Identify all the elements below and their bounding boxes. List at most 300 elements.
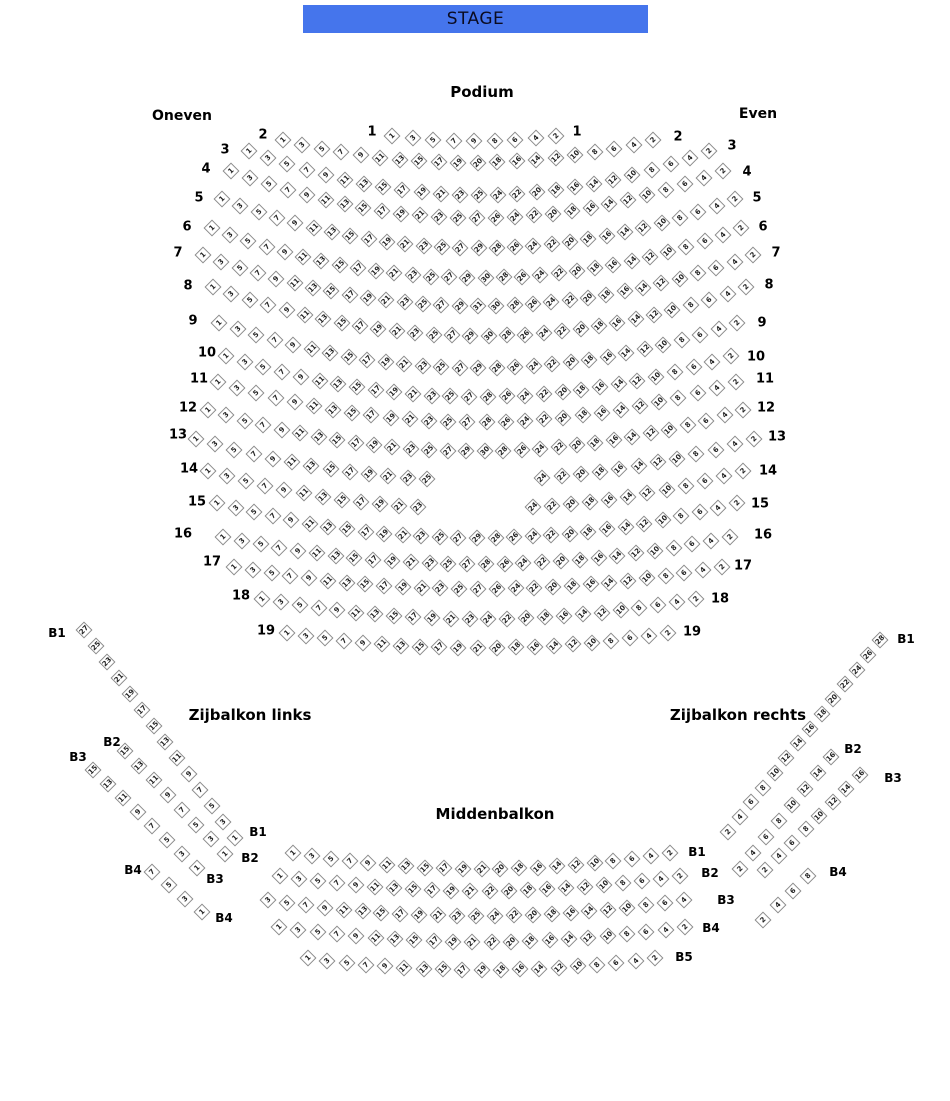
seat[interactable]: 8 <box>666 364 683 381</box>
seat[interactable]: 12 <box>605 172 622 189</box>
seat[interactable]: 7 <box>279 182 296 199</box>
seat[interactable]: 30 <box>488 297 505 314</box>
seat[interactable]: 11 <box>114 790 131 807</box>
seat[interactable]: 18 <box>580 231 597 248</box>
seat[interactable]: 24 <box>517 387 534 404</box>
seat[interactable]: 19 <box>371 496 388 513</box>
seat[interactable]: 20 <box>563 496 580 513</box>
seat[interactable]: 1 <box>272 868 289 885</box>
seat[interactable]: 12 <box>576 878 593 895</box>
seat[interactable]: 11 <box>168 750 185 767</box>
seat[interactable]: 23 <box>396 294 413 311</box>
seat[interactable]: 13 <box>157 734 174 751</box>
seat[interactable]: 18 <box>590 318 607 335</box>
seat[interactable]: 3 <box>229 379 246 396</box>
seat[interactable]: 11 <box>348 604 365 621</box>
seat[interactable]: 6 <box>785 882 802 899</box>
seat[interactable]: 8 <box>690 265 707 282</box>
seat[interactable]: 15 <box>346 549 363 566</box>
seat[interactable]: 17 <box>359 351 376 368</box>
seat[interactable]: 5 <box>203 798 220 815</box>
seat[interactable]: 16 <box>538 881 555 898</box>
seat[interactable]: 8 <box>643 162 660 179</box>
seat[interactable]: 24 <box>543 294 560 311</box>
seat[interactable]: 15 <box>117 743 134 760</box>
seat[interactable]: 25 <box>433 359 450 376</box>
seat[interactable]: 4 <box>652 870 669 887</box>
seat[interactable]: 3 <box>218 407 235 424</box>
seat[interactable]: 28 <box>477 555 494 572</box>
seat[interactable]: 20 <box>568 262 585 279</box>
seat[interactable]: 22 <box>505 907 522 924</box>
seat[interactable]: 26 <box>860 646 877 663</box>
seat[interactable]: 2 <box>677 919 694 936</box>
seat[interactable]: 14 <box>574 606 591 623</box>
seat[interactable]: 2 <box>645 132 662 149</box>
seat[interactable]: 9 <box>466 133 483 150</box>
seat[interactable]: 25 <box>431 529 448 546</box>
seat[interactable]: 10 <box>567 147 584 164</box>
seat[interactable]: 13 <box>315 311 332 328</box>
seat[interactable]: 22 <box>481 882 498 899</box>
seat[interactable]: 1 <box>271 919 288 936</box>
seat[interactable]: 10 <box>569 958 586 975</box>
seat[interactable]: 3 <box>223 285 240 302</box>
seat[interactable]: 6 <box>684 536 701 553</box>
seat[interactable]: 8 <box>657 567 674 584</box>
seat[interactable]: 10 <box>586 855 603 872</box>
seat[interactable]: 1 <box>215 529 232 546</box>
seat[interactable]: 15 <box>412 638 429 655</box>
seat[interactable]: 17 <box>341 286 358 303</box>
seat[interactable]: 13 <box>310 428 327 445</box>
seat[interactable]: 7 <box>333 144 350 161</box>
seat[interactable]: 4 <box>726 436 743 453</box>
seat[interactable]: 6 <box>624 850 641 867</box>
seat[interactable]: 12 <box>639 485 656 502</box>
seat[interactable]: 29 <box>458 442 475 459</box>
seat[interactable]: 23 <box>461 610 478 627</box>
seat[interactable]: 7 <box>266 332 283 349</box>
seat[interactable]: 3 <box>260 892 277 909</box>
seat[interactable]: 8 <box>679 417 696 434</box>
seat[interactable]: 16 <box>562 904 579 921</box>
seat[interactable]: 22 <box>836 676 853 693</box>
seat[interactable]: 25 <box>418 470 435 487</box>
seat[interactable]: 16 <box>541 932 558 949</box>
seat[interactable]: 9 <box>180 766 197 783</box>
seat[interactable]: 15 <box>322 461 339 478</box>
seat[interactable]: 20 <box>562 354 579 371</box>
seat[interactable]: 9 <box>292 368 309 385</box>
seat[interactable]: 22 <box>536 411 553 428</box>
seat[interactable]: 2 <box>729 315 746 332</box>
seat[interactable]: 27 <box>451 359 468 376</box>
seat[interactable]: 13 <box>330 376 347 393</box>
seat[interactable]: 8 <box>638 897 655 914</box>
seat[interactable]: 10 <box>811 807 828 824</box>
seat[interactable]: 21 <box>402 554 419 571</box>
seat[interactable]: 10 <box>651 394 668 411</box>
seat[interactable]: 9 <box>348 877 365 894</box>
seat[interactable]: 7 <box>357 956 374 973</box>
seat[interactable]: 2 <box>701 143 718 160</box>
seat[interactable]: 18 <box>582 494 599 511</box>
seat[interactable]: 18 <box>587 434 604 451</box>
seat[interactable]: 14 <box>548 858 565 875</box>
seat[interactable]: 1 <box>226 559 243 576</box>
seat[interactable]: 16 <box>593 404 610 421</box>
seat[interactable]: 11 <box>367 929 384 946</box>
seat[interactable]: 18 <box>813 705 830 722</box>
seat[interactable]: 12 <box>629 372 646 389</box>
seat[interactable]: 11 <box>336 172 353 189</box>
seat[interactable]: 24 <box>525 357 542 374</box>
seat[interactable]: 1 <box>218 348 235 365</box>
seat[interactable]: 13 <box>325 401 342 418</box>
seat[interactable]: 7 <box>174 801 191 818</box>
seat[interactable]: 1 <box>275 132 292 149</box>
seat[interactable]: 27 <box>439 442 456 459</box>
seat[interactable]: 12 <box>649 454 666 471</box>
seat[interactable]: 19 <box>361 466 378 483</box>
seat[interactable]: 13 <box>320 518 337 535</box>
seat[interactable]: 24 <box>532 440 549 457</box>
seat[interactable]: 12 <box>550 959 567 976</box>
seat[interactable]: 17 <box>363 407 380 424</box>
seat[interactable]: 10 <box>671 270 688 287</box>
seat[interactable]: 22 <box>550 265 567 282</box>
seat[interactable]: 12 <box>564 636 581 653</box>
seat[interactable]: 9 <box>287 215 304 232</box>
seat[interactable]: 13 <box>323 224 340 241</box>
seat[interactable]: 23 <box>402 440 419 457</box>
seat[interactable]: 24 <box>848 661 865 678</box>
seat[interactable]: 7 <box>445 132 462 149</box>
seat[interactable]: 3 <box>222 226 239 243</box>
seat[interactable]: 9 <box>301 570 318 587</box>
seat[interactable]: 8 <box>586 144 603 161</box>
seat[interactable]: 18 <box>571 551 588 568</box>
seat[interactable]: 15 <box>416 859 433 876</box>
seat[interactable]: 17 <box>360 231 377 248</box>
seat[interactable]: 18 <box>511 860 528 877</box>
seat[interactable]: 4 <box>640 627 657 644</box>
seat[interactable]: 14 <box>623 252 640 269</box>
seat[interactable]: 23 <box>423 387 440 404</box>
seat[interactable]: 5 <box>160 877 177 894</box>
seat[interactable]: 19 <box>370 320 387 337</box>
seat[interactable]: 3 <box>291 870 308 887</box>
seat[interactable]: 3 <box>241 169 258 186</box>
seat[interactable]: 7 <box>268 209 285 226</box>
seat[interactable]: 18 <box>592 463 609 480</box>
seat[interactable]: 25 <box>421 441 438 458</box>
seat[interactable]: 6 <box>606 140 623 157</box>
seat[interactable]: 27 <box>76 622 93 639</box>
seat[interactable]: 11 <box>372 149 389 166</box>
seat[interactable]: 5 <box>231 259 248 276</box>
seat[interactable]: 1 <box>223 163 240 180</box>
seat[interactable]: 8 <box>589 956 606 973</box>
seat[interactable]: 13 <box>303 457 320 474</box>
seat[interactable]: 6 <box>650 597 667 614</box>
seat[interactable]: 22 <box>561 292 578 309</box>
seat[interactable]: 2 <box>720 824 737 841</box>
seat[interactable]: 3 <box>227 499 244 516</box>
seat[interactable]: 15 <box>386 607 403 624</box>
seat[interactable]: 20 <box>492 860 509 877</box>
seat[interactable]: 21 <box>380 468 397 485</box>
seat[interactable]: 8 <box>605 853 622 870</box>
seat[interactable]: 3 <box>404 130 421 147</box>
seat[interactable]: 4 <box>657 921 674 938</box>
seat[interactable]: 21 <box>464 933 481 950</box>
seat[interactable]: 27 <box>443 327 460 344</box>
seat[interactable]: 30 <box>476 442 493 459</box>
seat[interactable]: 3 <box>207 436 224 453</box>
seat[interactable]: 9 <box>286 394 303 411</box>
seat[interactable]: 21 <box>401 411 418 428</box>
seat[interactable]: 26 <box>507 359 524 376</box>
seat[interactable]: 7 <box>255 417 272 434</box>
seat[interactable]: 20 <box>572 320 589 337</box>
seat[interactable]: 16 <box>526 638 543 655</box>
seat[interactable]: 20 <box>528 184 545 201</box>
seat[interactable]: 17 <box>357 523 374 540</box>
seat[interactable]: 12 <box>635 219 652 236</box>
seat[interactable]: 10 <box>669 450 686 467</box>
seat[interactable]: 5 <box>338 954 355 971</box>
seat[interactable]: 6 <box>696 473 713 490</box>
seat[interactable]: 9 <box>352 147 369 164</box>
seat[interactable]: 2 <box>672 868 689 885</box>
seat[interactable]: 5 <box>278 894 295 911</box>
seat[interactable]: 2 <box>745 247 762 264</box>
seat[interactable]: 9 <box>317 167 334 184</box>
seat[interactable]: 18 <box>598 286 615 303</box>
seat[interactable]: 4 <box>625 136 642 153</box>
seat[interactable]: 30 <box>480 327 497 344</box>
seat[interactable]: 23 <box>410 499 427 516</box>
seat[interactable]: 3 <box>260 150 277 167</box>
seat[interactable]: 6 <box>707 441 724 458</box>
seat[interactable]: 13 <box>305 279 322 296</box>
seat[interactable]: 15 <box>411 153 428 170</box>
seat[interactable]: 15 <box>348 379 365 396</box>
seat[interactable]: 6 <box>784 834 801 851</box>
seat[interactable]: 3 <box>232 197 249 214</box>
seat[interactable]: 29 <box>469 530 486 547</box>
seat[interactable]: 21 <box>462 882 479 899</box>
seat[interactable]: 5 <box>240 232 257 249</box>
seat[interactable]: 12 <box>646 306 663 323</box>
seat[interactable]: 4 <box>731 809 748 826</box>
seat[interactable]: 6 <box>698 412 715 429</box>
seat[interactable]: 24 <box>480 610 497 627</box>
seat[interactable]: 22 <box>543 497 560 514</box>
seat[interactable]: 20 <box>561 525 578 542</box>
seat[interactable]: 7 <box>192 782 209 799</box>
seat[interactable]: 11 <box>292 425 309 442</box>
seat[interactable]: 14 <box>790 735 807 752</box>
seat[interactable]: 10 <box>664 302 681 319</box>
seat[interactable]: 5 <box>252 536 269 553</box>
seat[interactable]: 12 <box>600 901 617 918</box>
seat[interactable]: 8 <box>673 508 690 525</box>
seat[interactable]: 11 <box>296 306 313 323</box>
seat[interactable]: 10 <box>660 243 677 260</box>
seat[interactable]: 14 <box>810 765 827 782</box>
seat[interactable]: 19 <box>384 553 401 570</box>
seat[interactable]: 16 <box>601 491 618 508</box>
seat[interactable]: 5 <box>317 630 334 647</box>
seat[interactable]: 28 <box>495 269 512 286</box>
seat[interactable]: 5 <box>279 156 296 173</box>
seat[interactable]: 18 <box>537 609 554 626</box>
seat[interactable]: 11 <box>295 485 312 502</box>
seat[interactable]: 14 <box>620 488 637 505</box>
seat[interactable]: 15 <box>145 718 162 735</box>
seat[interactable]: 6 <box>692 326 709 343</box>
seat[interactable]: 7 <box>282 567 299 584</box>
seat[interactable]: 22 <box>534 554 551 571</box>
seat[interactable]: 12 <box>547 149 564 166</box>
seat[interactable]: 5 <box>250 204 267 221</box>
seat[interactable]: 28 <box>487 529 504 546</box>
seat[interactable]: 2 <box>733 220 750 237</box>
seat[interactable]: 25 <box>440 555 457 572</box>
seat[interactable]: 18 <box>563 577 580 594</box>
seat[interactable]: 10 <box>646 542 663 559</box>
seat[interactable]: 23 <box>432 580 449 597</box>
seat[interactable]: 3 <box>174 846 191 863</box>
seat[interactable]: 28 <box>495 442 512 459</box>
seat[interactable]: 18 <box>543 905 560 922</box>
seat[interactable]: 12 <box>642 425 659 442</box>
seat[interactable]: 4 <box>708 197 725 214</box>
seat[interactable]: 8 <box>486 132 503 149</box>
seat[interactable]: 28 <box>499 327 516 344</box>
seat[interactable]: 15 <box>333 491 350 508</box>
seat[interactable]: 18 <box>587 259 604 276</box>
seat[interactable]: 7 <box>144 864 161 881</box>
seat[interactable]: 14 <box>528 151 545 168</box>
seat[interactable]: 11 <box>335 901 352 918</box>
seat[interactable]: 19 <box>376 525 393 542</box>
seat[interactable]: 29 <box>459 269 476 286</box>
seat[interactable]: 27 <box>441 269 458 286</box>
seat[interactable]: 8 <box>619 926 636 943</box>
seat[interactable]: 25 <box>433 239 450 256</box>
seat[interactable]: 2 <box>660 625 677 642</box>
seat[interactable]: 5 <box>236 412 253 429</box>
seat[interactable]: 31 <box>470 298 487 315</box>
seat[interactable]: 17 <box>352 318 369 335</box>
seat[interactable]: 7 <box>267 389 284 406</box>
seat[interactable]: 15 <box>405 881 422 898</box>
seat[interactable]: 7 <box>144 818 161 835</box>
seat[interactable]: 22 <box>550 439 567 456</box>
seat[interactable]: 20 <box>500 882 517 899</box>
seat[interactable]: 1 <box>227 830 244 847</box>
seat[interactable]: 5 <box>260 176 277 193</box>
seat[interactable]: 21 <box>110 670 127 687</box>
seat[interactable]: 14 <box>601 196 618 213</box>
seat[interactable]: 11 <box>311 372 328 389</box>
seat[interactable]: 19 <box>360 289 377 306</box>
seat[interactable]: 28 <box>479 388 496 405</box>
seat[interactable]: 14 <box>617 224 634 241</box>
seat[interactable]: 11 <box>319 572 336 589</box>
seat[interactable]: 5 <box>310 873 327 890</box>
seat[interactable]: 5 <box>313 140 330 157</box>
seat[interactable]: 16 <box>611 461 628 478</box>
seat[interactable]: 5 <box>248 384 265 401</box>
seat[interactable]: 9 <box>273 421 290 438</box>
seat[interactable]: 17 <box>424 882 441 899</box>
seat[interactable]: 13 <box>393 637 410 654</box>
seat[interactable]: 13 <box>367 606 384 623</box>
seat[interactable]: 20 <box>572 466 589 483</box>
seat[interactable]: 1 <box>195 247 212 264</box>
seat[interactable]: 22 <box>554 323 571 340</box>
seat[interactable]: 1 <box>200 463 217 480</box>
seat[interactable]: 18 <box>507 639 524 656</box>
seat[interactable]: 4 <box>669 594 686 611</box>
seat[interactable]: 11 <box>286 275 303 292</box>
seat[interactable]: 8 <box>602 632 619 649</box>
seat[interactable]: 19 <box>386 384 403 401</box>
seat[interactable]: 18 <box>489 154 506 171</box>
seat[interactable]: 6 <box>685 359 702 376</box>
seat[interactable]: 27 <box>459 555 476 572</box>
seat[interactable]: 12 <box>628 545 645 562</box>
seat[interactable]: 27 <box>469 210 486 227</box>
seat[interactable]: 4 <box>710 321 727 338</box>
seat[interactable]: 23 <box>99 654 116 671</box>
seat[interactable]: 4 <box>643 848 660 865</box>
seat[interactable]: 5 <box>425 131 442 148</box>
seat[interactable]: 16 <box>582 576 599 593</box>
seat[interactable]: 3 <box>272 594 289 611</box>
seat[interactable]: 17 <box>425 933 442 950</box>
seat[interactable]: 10 <box>639 187 656 204</box>
seat[interactable]: 29 <box>470 240 487 257</box>
seat[interactable]: 1 <box>205 279 222 296</box>
seat[interactable]: 15 <box>340 348 357 365</box>
seat[interactable]: 10 <box>658 481 675 498</box>
seat[interactable]: 26 <box>514 268 531 285</box>
seat[interactable]: 2 <box>728 374 745 391</box>
seat[interactable]: 21 <box>473 861 490 878</box>
seat[interactable]: 4 <box>710 499 727 516</box>
seat[interactable]: 23 <box>431 208 448 225</box>
seat[interactable]: 28 <box>872 632 889 649</box>
seat[interactable]: 11 <box>305 398 322 415</box>
seat[interactable]: 22 <box>544 356 561 373</box>
seat[interactable]: 29 <box>470 360 487 377</box>
seat[interactable]: 6 <box>608 954 625 971</box>
seat[interactable]: 1 <box>200 402 217 419</box>
seat[interactable]: 9 <box>360 855 377 872</box>
seat[interactable]: 3 <box>244 562 261 579</box>
seat[interactable]: 3 <box>294 136 311 153</box>
seat[interactable]: 21 <box>394 527 411 544</box>
seat[interactable]: 9 <box>329 602 346 619</box>
seat[interactable]: 5 <box>246 504 263 521</box>
seat[interactable]: 13 <box>354 903 371 920</box>
